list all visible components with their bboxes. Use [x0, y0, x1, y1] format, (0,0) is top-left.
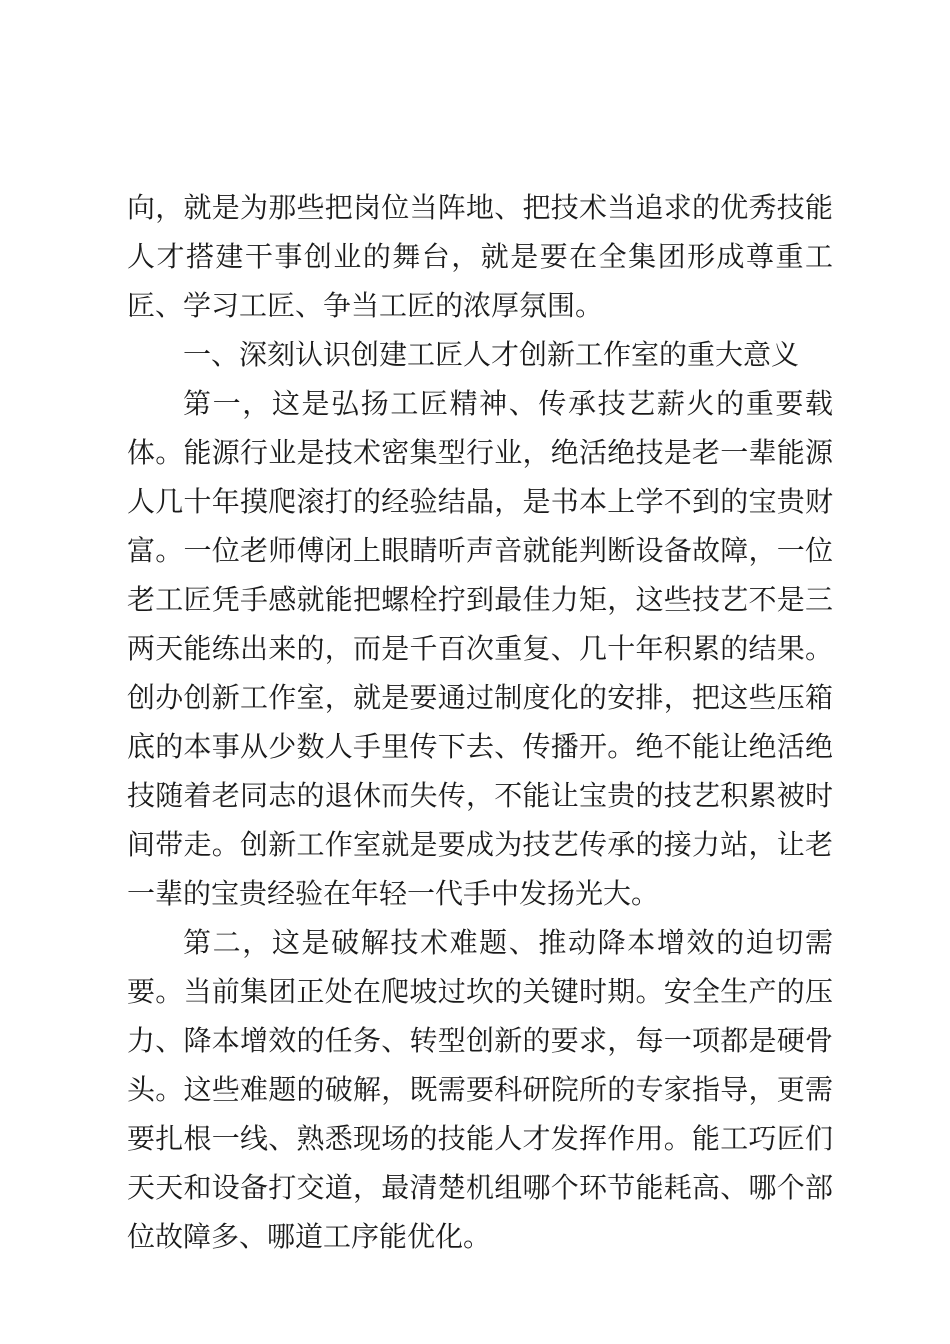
paragraph-point-one: 第一，这是弘扬工匠精神、传承技艺薪火的重要载体。能源行业是技术密集型行业，绝活绝技是老一辈能源人几十年摸爬滚打的经验结晶，是书本上学不到的宝贵财富。一位老师傅闭上眼睛听声音就能判断设备故障，一位老工匠凭手感就能把螺栓拧到最佳力矩，这些技艺不是三两天能练出来的，而是千百次重复、几十年积累的结果。创办创新工作室，就是要通过制度化的安排，把这些压箱底的本事从少数人手里传下去、传播开。绝不能让绝活绝技随着老同志的退休而失传，不能让宝贵的技艺积累被时间带走。创新工作室就是要成为技艺传承的接力站，让老一辈的宝贵经验在年轻一代手中发扬光大。 [127, 387, 833, 910]
continued-paragraph: 向，就是为那些把岗位当阵地、把技术当追求的优秀技能人才搭建干事创业的舞台，就是要在全集团形成尊重工匠、学习工匠、争当工匠的浓厚氛围。 [127, 191, 833, 322]
section-heading: 一、深刻认识创建工匠人才创新工作室的重大意义 [183, 338, 800, 371]
document-body [127, 183, 833, 1261]
paragraph-point-two: 第二，这是破解技术难题、推动降本增效的迫切需要。当前集团正处在爬坡过坎的关键时期。安全生产的压力、降本增效的任务、转型创新的要求，每一项都是硬骨头。这些难题的破解，既需要科研院所的专家指导，更需要扎根一线、熟悉现场的技能人才发挥作用。能工巧匠们天天和设备打交道，最清楚机组哪个环节能耗高、哪个部位故障多、哪道工序能优化。 [127, 926, 833, 1253]
